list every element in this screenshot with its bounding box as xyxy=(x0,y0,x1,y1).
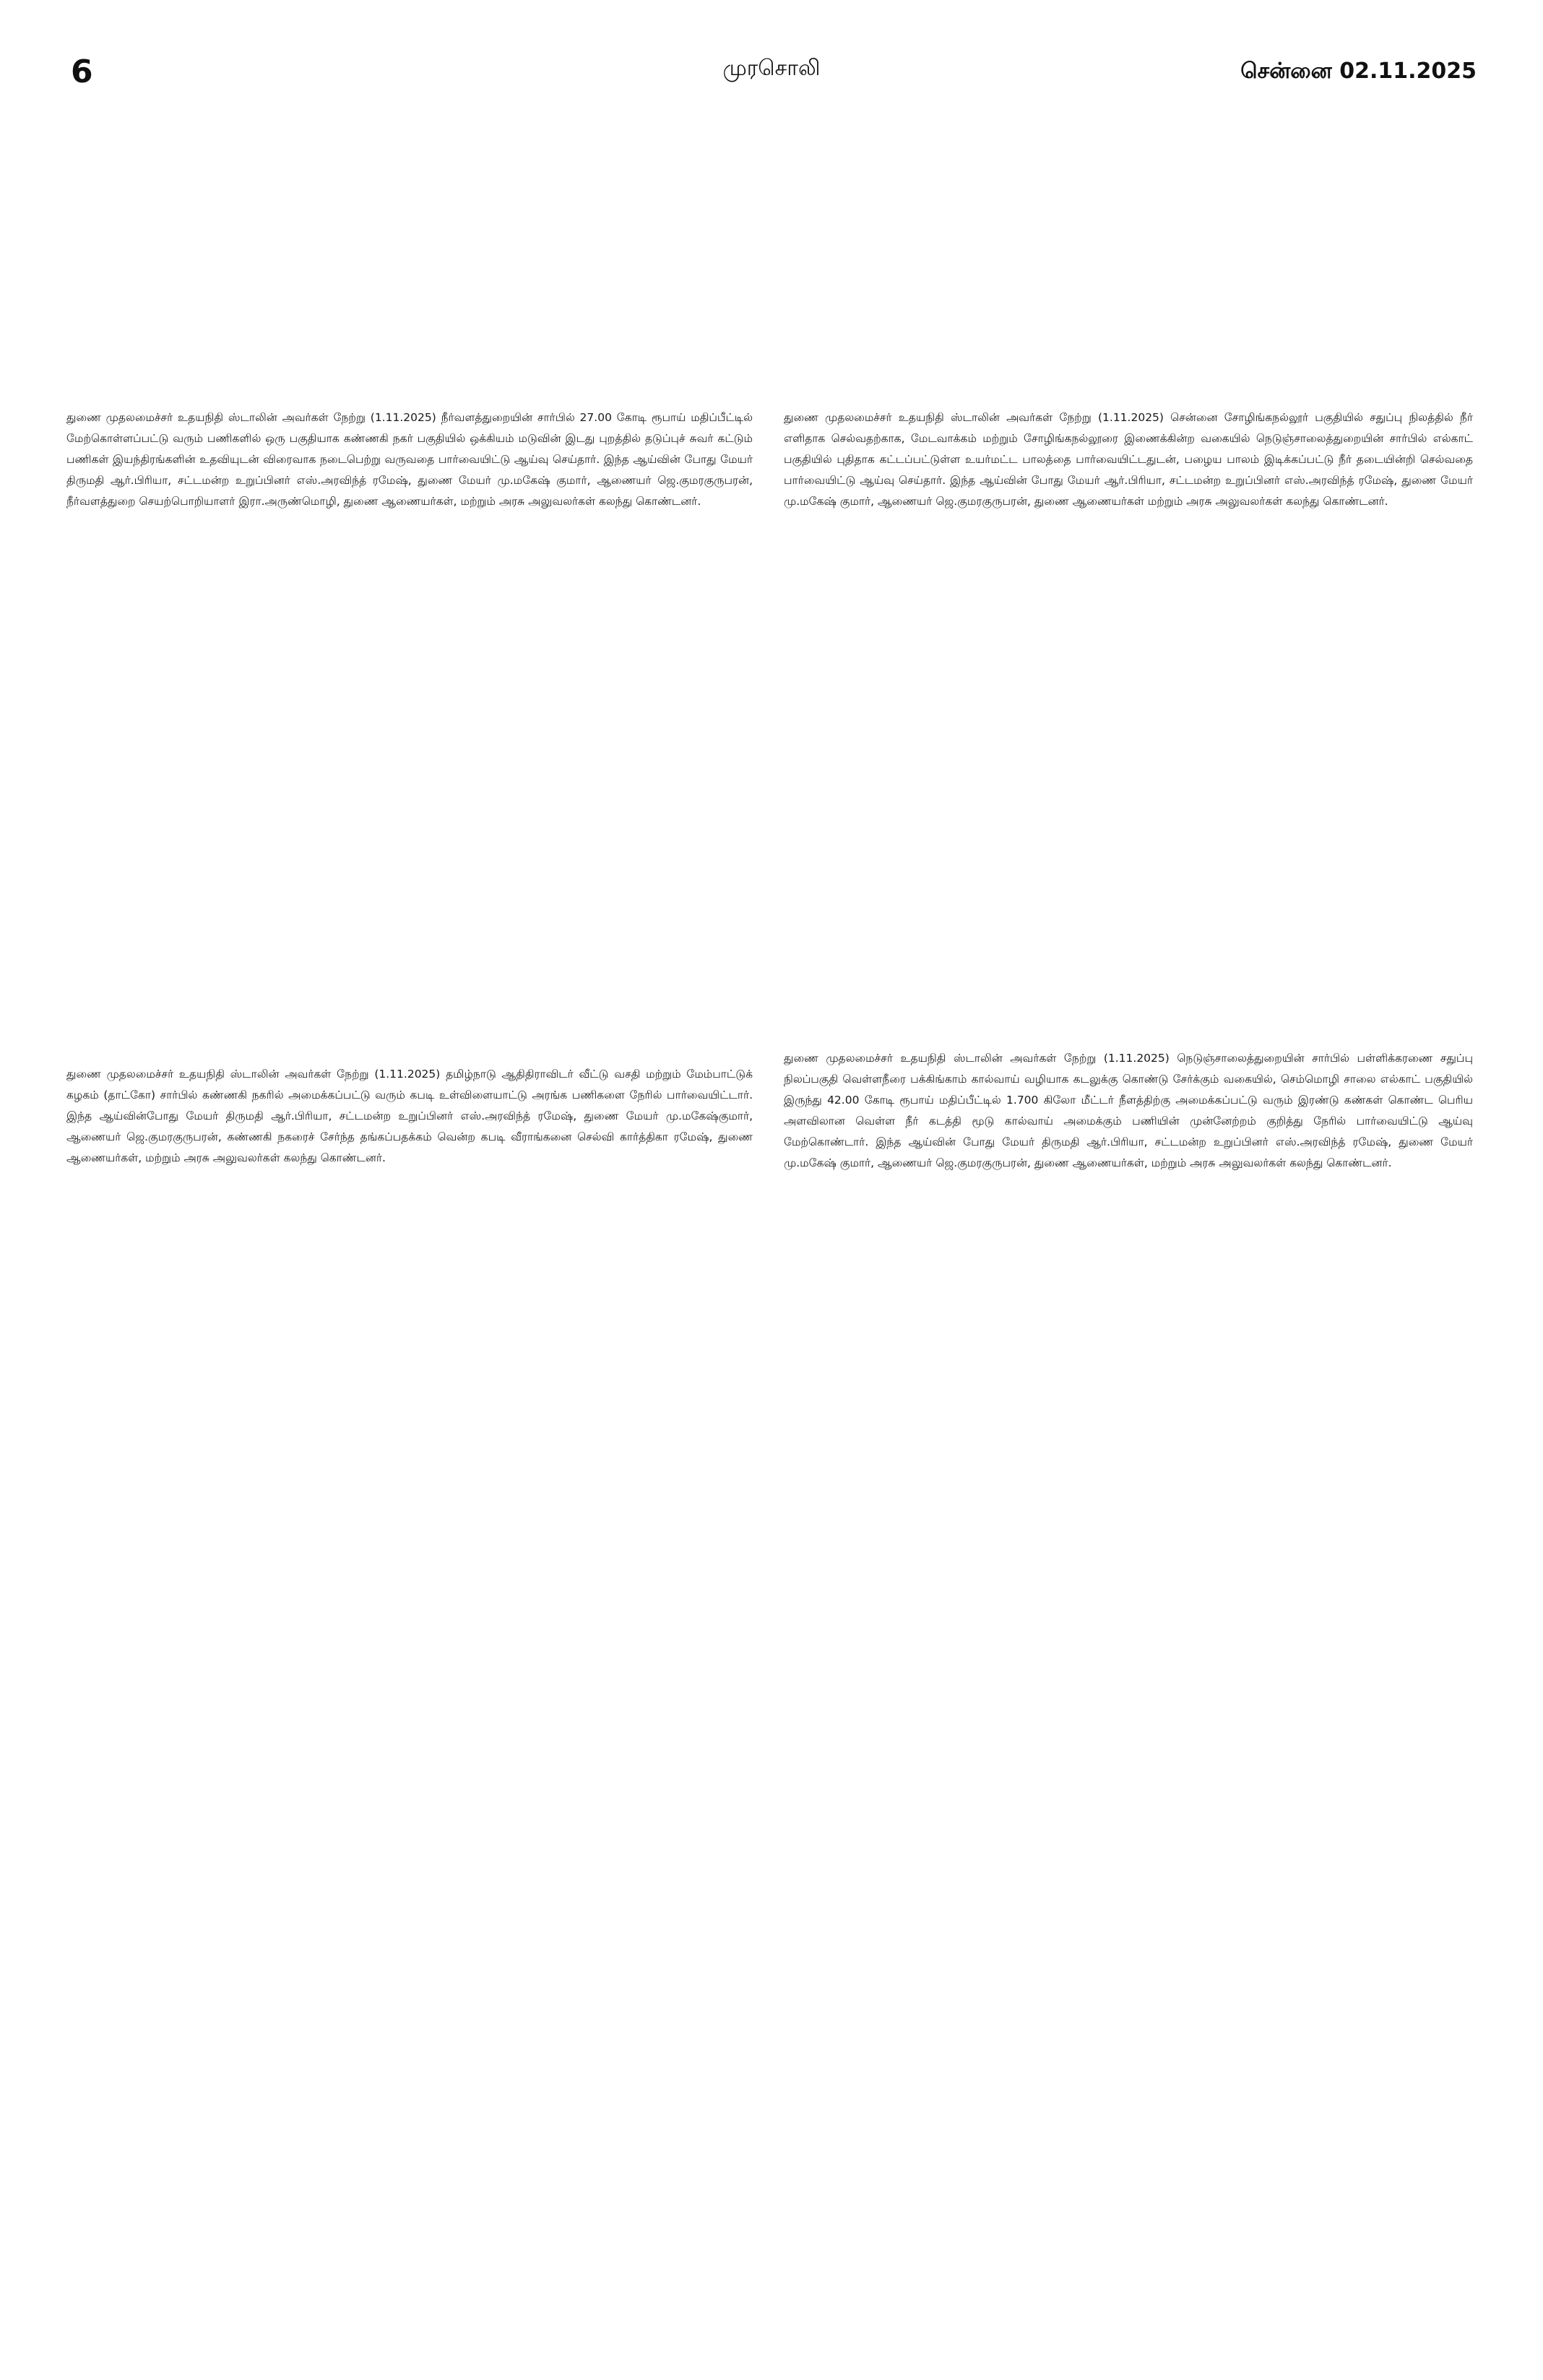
photo-caption-top-left: துணை முதலமைச்சர் உதயநிதி ஸ்டாலின் அவர்கள் நேற்று (1.11.2025) நீர்வளத்துறையின் சார்பில் 27.00 கோடி ரூபாய் மதிப்பீட்டில் மேற்கொள்ளப்பட்டு வரும் பணிகளில் ஒரு பகுதியாக கண்ணகி நகர் பகுதியில் ஒக்கியம் மடுவின் இடது புறத்தில் தடுப்புச் சுவர் கட்டும் பணிகள் இயந்திரங்களின் உதவியுடன் விரைவாக நடைபெற்று வருவதை பார்வையிட்டு ஆய்வு செய்தார். இந்த ஆய்வின் போது மேயர் திருமதி ஆர்.பிரியா, சட்டமன்ற உறுப்பினர் எஸ்.அரவிந்த் ரமேஷ், துணை மேயர் மு.மகேஷ் குமார், ஆணையர் ஜெ.குமரகுருபரன், நீர்வளத்துறை செயற்பொறியாளர் இரா.அருண்மொழி, துணை ஆணையர்கள், மற்றும் அரசு அலுவலர்கள் கலந்து கொண்டனர். xyxy=(66,410,753,508)
dateline: சென்னை 02.11.2025 xyxy=(1240,59,1477,84)
photo-caption-bottom-right: துணை முதலமைச்சர் உதயநிதி ஸ்டாலின் அவர்கள் நேற்று (1.11.2025) நெடுஞ்சாலைத்துறையின் சார்பில் பள்ளிக்கரணை சதுப்பு நிலப்பகுதி வெள்ளநீரை பக்கிங்காம் கால்வாய் வழியாக கடலுக்கு கொண்டு சேர்க்கும் வகையில், செம்மொழி சாலை எல்காட் பகுதியில் இருந்து 42.00 கோடி ரூபாய் மதிப்பீட்டில் 1.700 கிலோ மீட்டர் நீளத்திற்கு அமைக்கப்பட்டு வரும் இரண்டு கண்கள் கொண்ட பெரிய அளவிலான வெள்ள நீர் கடத்தி மூடு கால்வாய் அமைக்கும் பணியின் முன்னேற்றம் குறித்து நேரில் பார்வையிட்டு ஆய்வு மேற்கொண்டார். இந்த ஆய்வின் போது மேயர் திருமதி ஆர்.பிரியா, சட்டமன்ற உறுப்பினர் எஸ்.அரவிந்த் ரமேஷ், துணை மேயர் மு.மகேஷ் குமார், ஆணையர் ஜெ.குமரகுருபரன், துணை ஆணையர்கள், மற்றும் அரசு அலுவலர்கள் கலந்து கொண்டனர். xyxy=(784,1051,1473,1169)
photo-caption-top-right: துணை முதலமைச்சர் உதயநிதி ஸ்டாலின் அவர்கள் நேற்று (1.11.2025) சென்னை சோழிங்கநல்லூர் பகுதியில் சதுப்பு நிலத்தில் நீர் எளிதாக செல்வதற்காக, மேடவாக்கம் மற்றும் சோழிங்கநல்லூரை இணைக்கின்ற வகையில் நெடுஞ்சாலைத்துறையின் சார்பில் எல்காட் பகுதியில் புதிதாக கட்டப்பட்டுள்ள உயர்மட்ட பாலத்தை பார்வையிட்டதுடன், பழைய பாலம் இடிக்கப்பட்டு நீர் தடையின்றி செல்வதை பார்வையிட்டு ஆய்வு செய்தார். இந்த ஆய்வின் போது மேயர் ஆர்.பிரியா, சட்டமன்ற உறுப்பினர் எஸ்.அரவிந்த் ரமேஷ், துணை மேயர் மு.மகேஷ் குமார், ஆணையர் ஜெ.குமரகுருபரன், துணை ஆணையர்கள் மற்றும் அரசு அலுவலர்கள் கலந்து கொண்டனர். xyxy=(784,410,1473,508)
page-number: 6 xyxy=(71,53,93,90)
page-header xyxy=(0,0,1543,108)
newspaper-masthead: முரசொலி xyxy=(722,56,821,81)
photo-caption-bottom-left: துணை முதலமைச்சர் உதயநிதி ஸ்டாலின் அவர்கள் நேற்று (1.11.2025) தமிழ்நாடு ஆதிதிராவிடர் வீட்டு வசதி மற்றும் மேம்பாட்டுக் கழகம் (தாட்கோ) சார்பில் கண்ணகி நகரில் அமைக்கப்பட்டு வரும் கபடி உள்விளையாட்டு அரங்க பணிகளை நேரில் பார்வையிட்டார். இந்த ஆய்வின்போது மேயர் திருமதி ஆர்.பிரியா, சட்டமன்ற உறுப்பினர் எஸ்.அரவிந்த் ரமேஷ், துணை மேயர் மு.மகேஷ்குமார், ஆணையர் ஜெ.குமரகுருபரன், கண்ணகி நகரைச் சேர்ந்த தங்கப்பதக்கம் வென்ற கபடி வீராங்கனை செல்வி கார்த்திகா ரமேஷ், துணை ஆணையர்கள், மற்றும் அரசு அலுவலர்கள் கலந்து கொண்டனர். xyxy=(66,1067,753,1164)
